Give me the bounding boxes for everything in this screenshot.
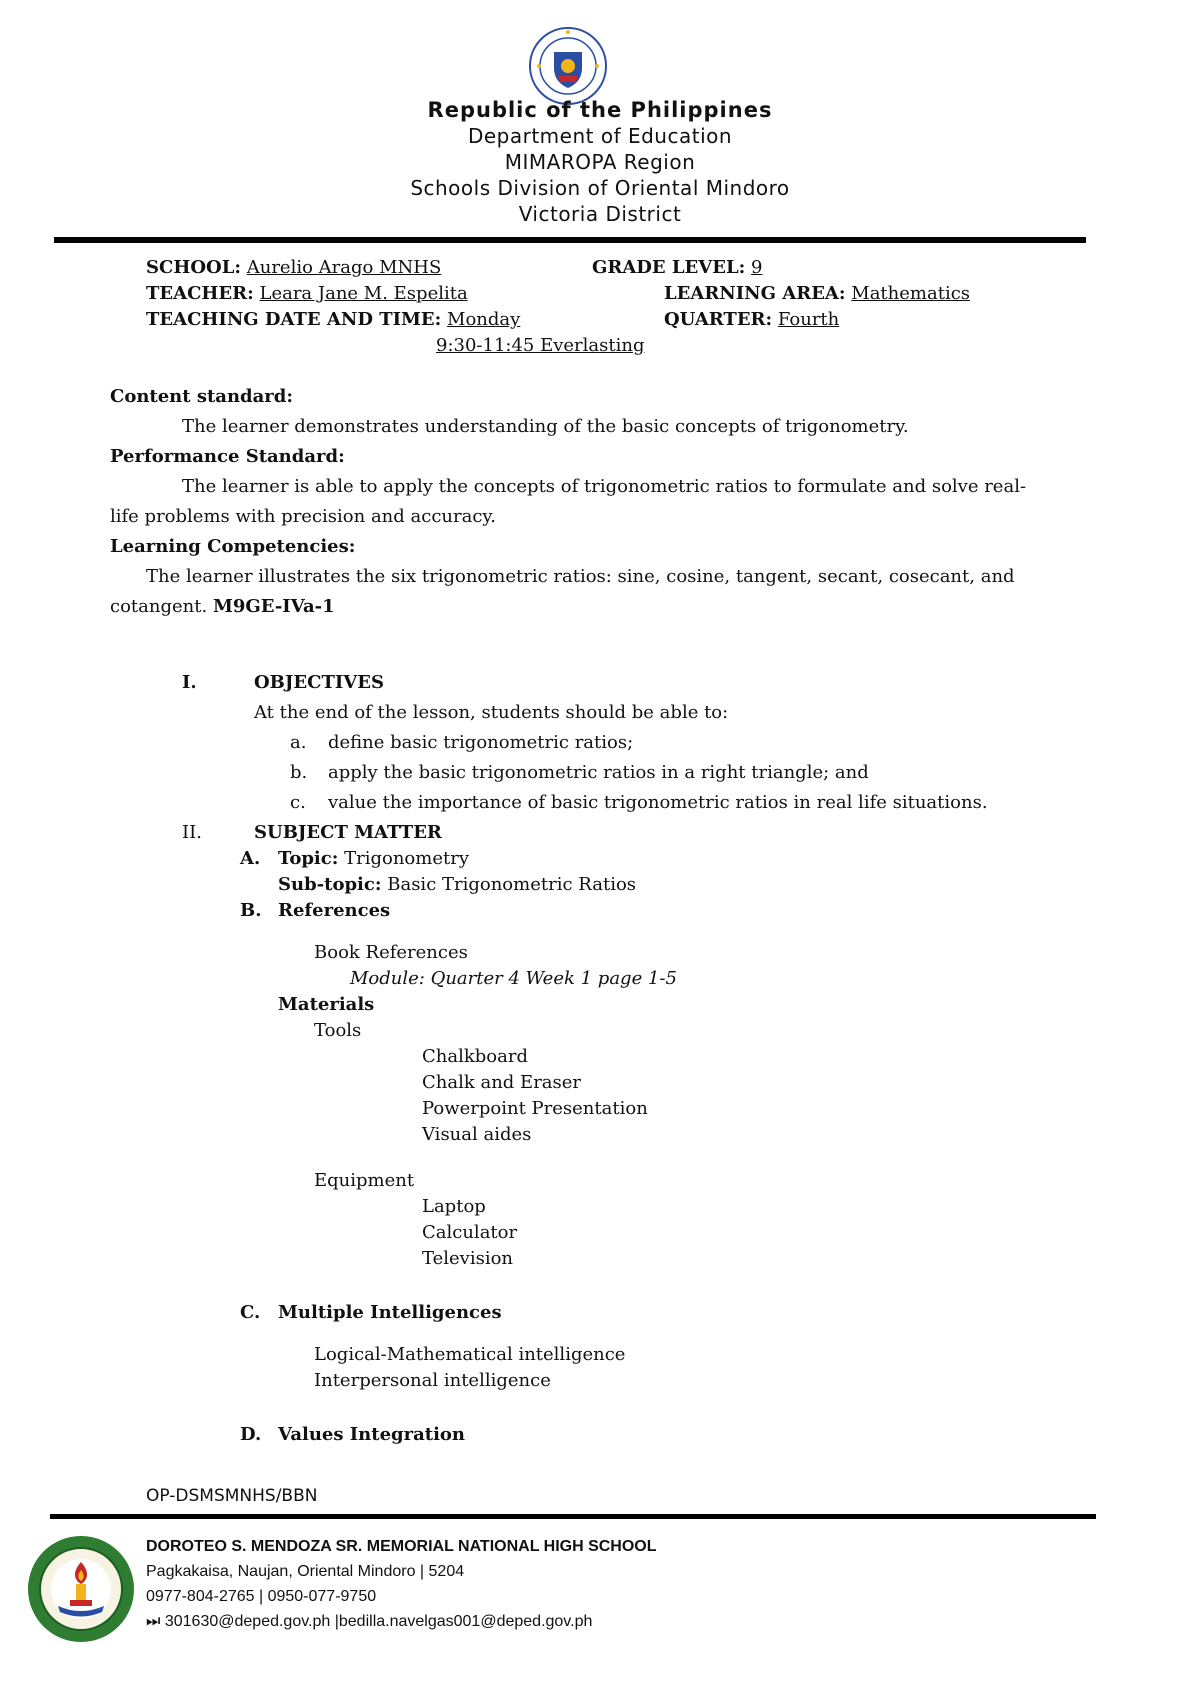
competency-text: cotangent.	[110, 596, 208, 617]
subtopic-label: Sub-topic:	[278, 874, 382, 895]
values-integration-marker: D.	[240, 1424, 262, 1445]
objectives-heading: OBJECTIVES	[254, 672, 384, 693]
grade-value: 9	[751, 257, 763, 278]
topic-line	[278, 848, 469, 869]
objective-marker-c: c.	[290, 792, 306, 813]
topic-value: Trigonometry	[344, 848, 469, 869]
equipment-item: Television	[422, 1248, 514, 1269]
header-republic: Republic of the Philippines	[427, 98, 773, 122]
learning-area-label: LEARNING AREA:	[664, 283, 846, 304]
objectives-intro: At the end of the lesson, students should be able to:	[254, 702, 729, 723]
deped-seal	[528, 26, 608, 106]
learning-area-field	[664, 283, 970, 304]
tool-item: Chalkboard	[422, 1046, 528, 1067]
intelligence-item: Logical-Mathematical intelligence	[314, 1344, 626, 1365]
school-name: DOROTEO S. MENDOZA SR. MEMORIAL NATIONAL HIGH SCHOOL	[146, 1538, 657, 1555]
teacher-field	[146, 283, 468, 304]
play-skip-icon: ⏭	[146, 1613, 161, 1630]
quarter-label: QUARTER:	[664, 309, 773, 330]
learning-competencies-line2	[110, 596, 335, 617]
objectives-numeral: I.	[182, 672, 197, 693]
learning-area-value: Mathematics	[851, 283, 971, 304]
header-district: Victoria District	[518, 202, 682, 226]
references-label: References	[278, 900, 391, 921]
performance-standard-line1: The learner is able to apply the concepts of trigonometric ratios to formulate and solve real-	[182, 476, 1027, 497]
grade-field	[592, 257, 762, 278]
learning-competencies-line1: The learner illustrates the six trigonometric ratios: sine, cosine, tangent, secant, cosecant, and	[146, 566, 1015, 587]
header-department: Department of Education	[467, 124, 733, 148]
objective-marker-a: a.	[290, 732, 307, 753]
school-seal	[26, 1534, 136, 1644]
content-standard-text: The learner demonstrates understanding of the basic concepts of trigonometry.	[182, 416, 909, 437]
quarter-value: Fourth	[777, 309, 840, 330]
document-code: OP-DSMSMNHS/BBN	[146, 1486, 318, 1506]
tool-item: Visual aides	[422, 1124, 532, 1145]
teaching-date-field	[146, 309, 520, 330]
tool-item: Chalk and Eraser	[422, 1072, 582, 1093]
school-emails-line	[146, 1613, 592, 1631]
topic-marker: A.	[240, 848, 261, 869]
performance-standard-line2: life problems with precision and accuracy.	[110, 506, 496, 527]
school-value: Aurelio Arago MNHS	[246, 257, 442, 278]
school-emails: 301630@deped.gov.ph |bedilla.navelgas001@deped.gov.ph	[164, 1613, 593, 1630]
objective-item-c: value the importance of basic trigonometric ratios in real life situations.	[328, 792, 988, 813]
equipment-item: Laptop	[422, 1196, 486, 1217]
tool-item: Powerpoint Presentation	[422, 1098, 648, 1119]
subject-matter-numeral: II.	[182, 822, 202, 843]
teaching-date-value: Monday	[447, 309, 521, 330]
module-reference: Module: Quarter 4 Week 1 page 1-5	[350, 968, 677, 989]
subject-matter-heading: SUBJECT MATTER	[254, 822, 442, 843]
intelligence-item: Interpersonal intelligence	[314, 1370, 551, 1391]
competency-code: M9GE-IVa-1	[212, 596, 335, 617]
content-standard-label: Content standard:	[110, 386, 294, 407]
school-phones: 0977-804-2765 | 0950-077-9750	[146, 1588, 377, 1605]
footer-divider	[50, 1514, 1096, 1519]
header-divider	[54, 237, 1086, 243]
multiple-intelligences-label: Multiple Intelligences	[278, 1302, 502, 1323]
tools-label: Tools	[314, 1020, 362, 1041]
values-integration-label: Values Integration	[278, 1424, 466, 1445]
references-marker: B.	[240, 900, 262, 921]
teaching-date-label: TEACHING DATE AND TIME:	[146, 309, 442, 330]
school-label: SCHOOL:	[146, 257, 241, 278]
subtopic-line	[278, 874, 636, 895]
multiple-intelligences-marker: C.	[240, 1302, 261, 1323]
quarter-field	[664, 309, 839, 330]
teaching-time-value: 9:30-11:45 Everlasting	[436, 335, 645, 356]
equipment-item: Calculator	[422, 1222, 518, 1243]
performance-standard-label: Performance Standard:	[110, 446, 345, 467]
school-address: Pagkakaisa, Naujan, Oriental Mindoro | 5204	[146, 1563, 465, 1580]
grade-label: GRADE LEVEL:	[592, 257, 746, 278]
materials-label: Materials	[278, 994, 375, 1015]
header-division: Schools Division of Oriental Mindoro	[410, 176, 790, 200]
objective-marker-b: b.	[290, 762, 308, 783]
header-region: MIMAROPA Region	[504, 150, 696, 174]
school-field	[146, 257, 441, 278]
equipment-label: Equipment	[314, 1170, 415, 1191]
objective-item-a: define basic trigonometric ratios;	[328, 732, 634, 753]
subtopic-value: Basic Trigonometric Ratios	[387, 874, 637, 895]
objective-item-b: apply the basic trigonometric ratios in a right triangle; and	[328, 762, 869, 783]
teacher-label: TEACHER:	[146, 283, 254, 304]
book-references: Book References	[314, 942, 468, 963]
topic-label: Topic:	[278, 848, 339, 869]
teacher-value: Leara Jane M. Espelita	[259, 283, 468, 304]
learning-competencies-label: Learning Competencies:	[110, 536, 356, 557]
